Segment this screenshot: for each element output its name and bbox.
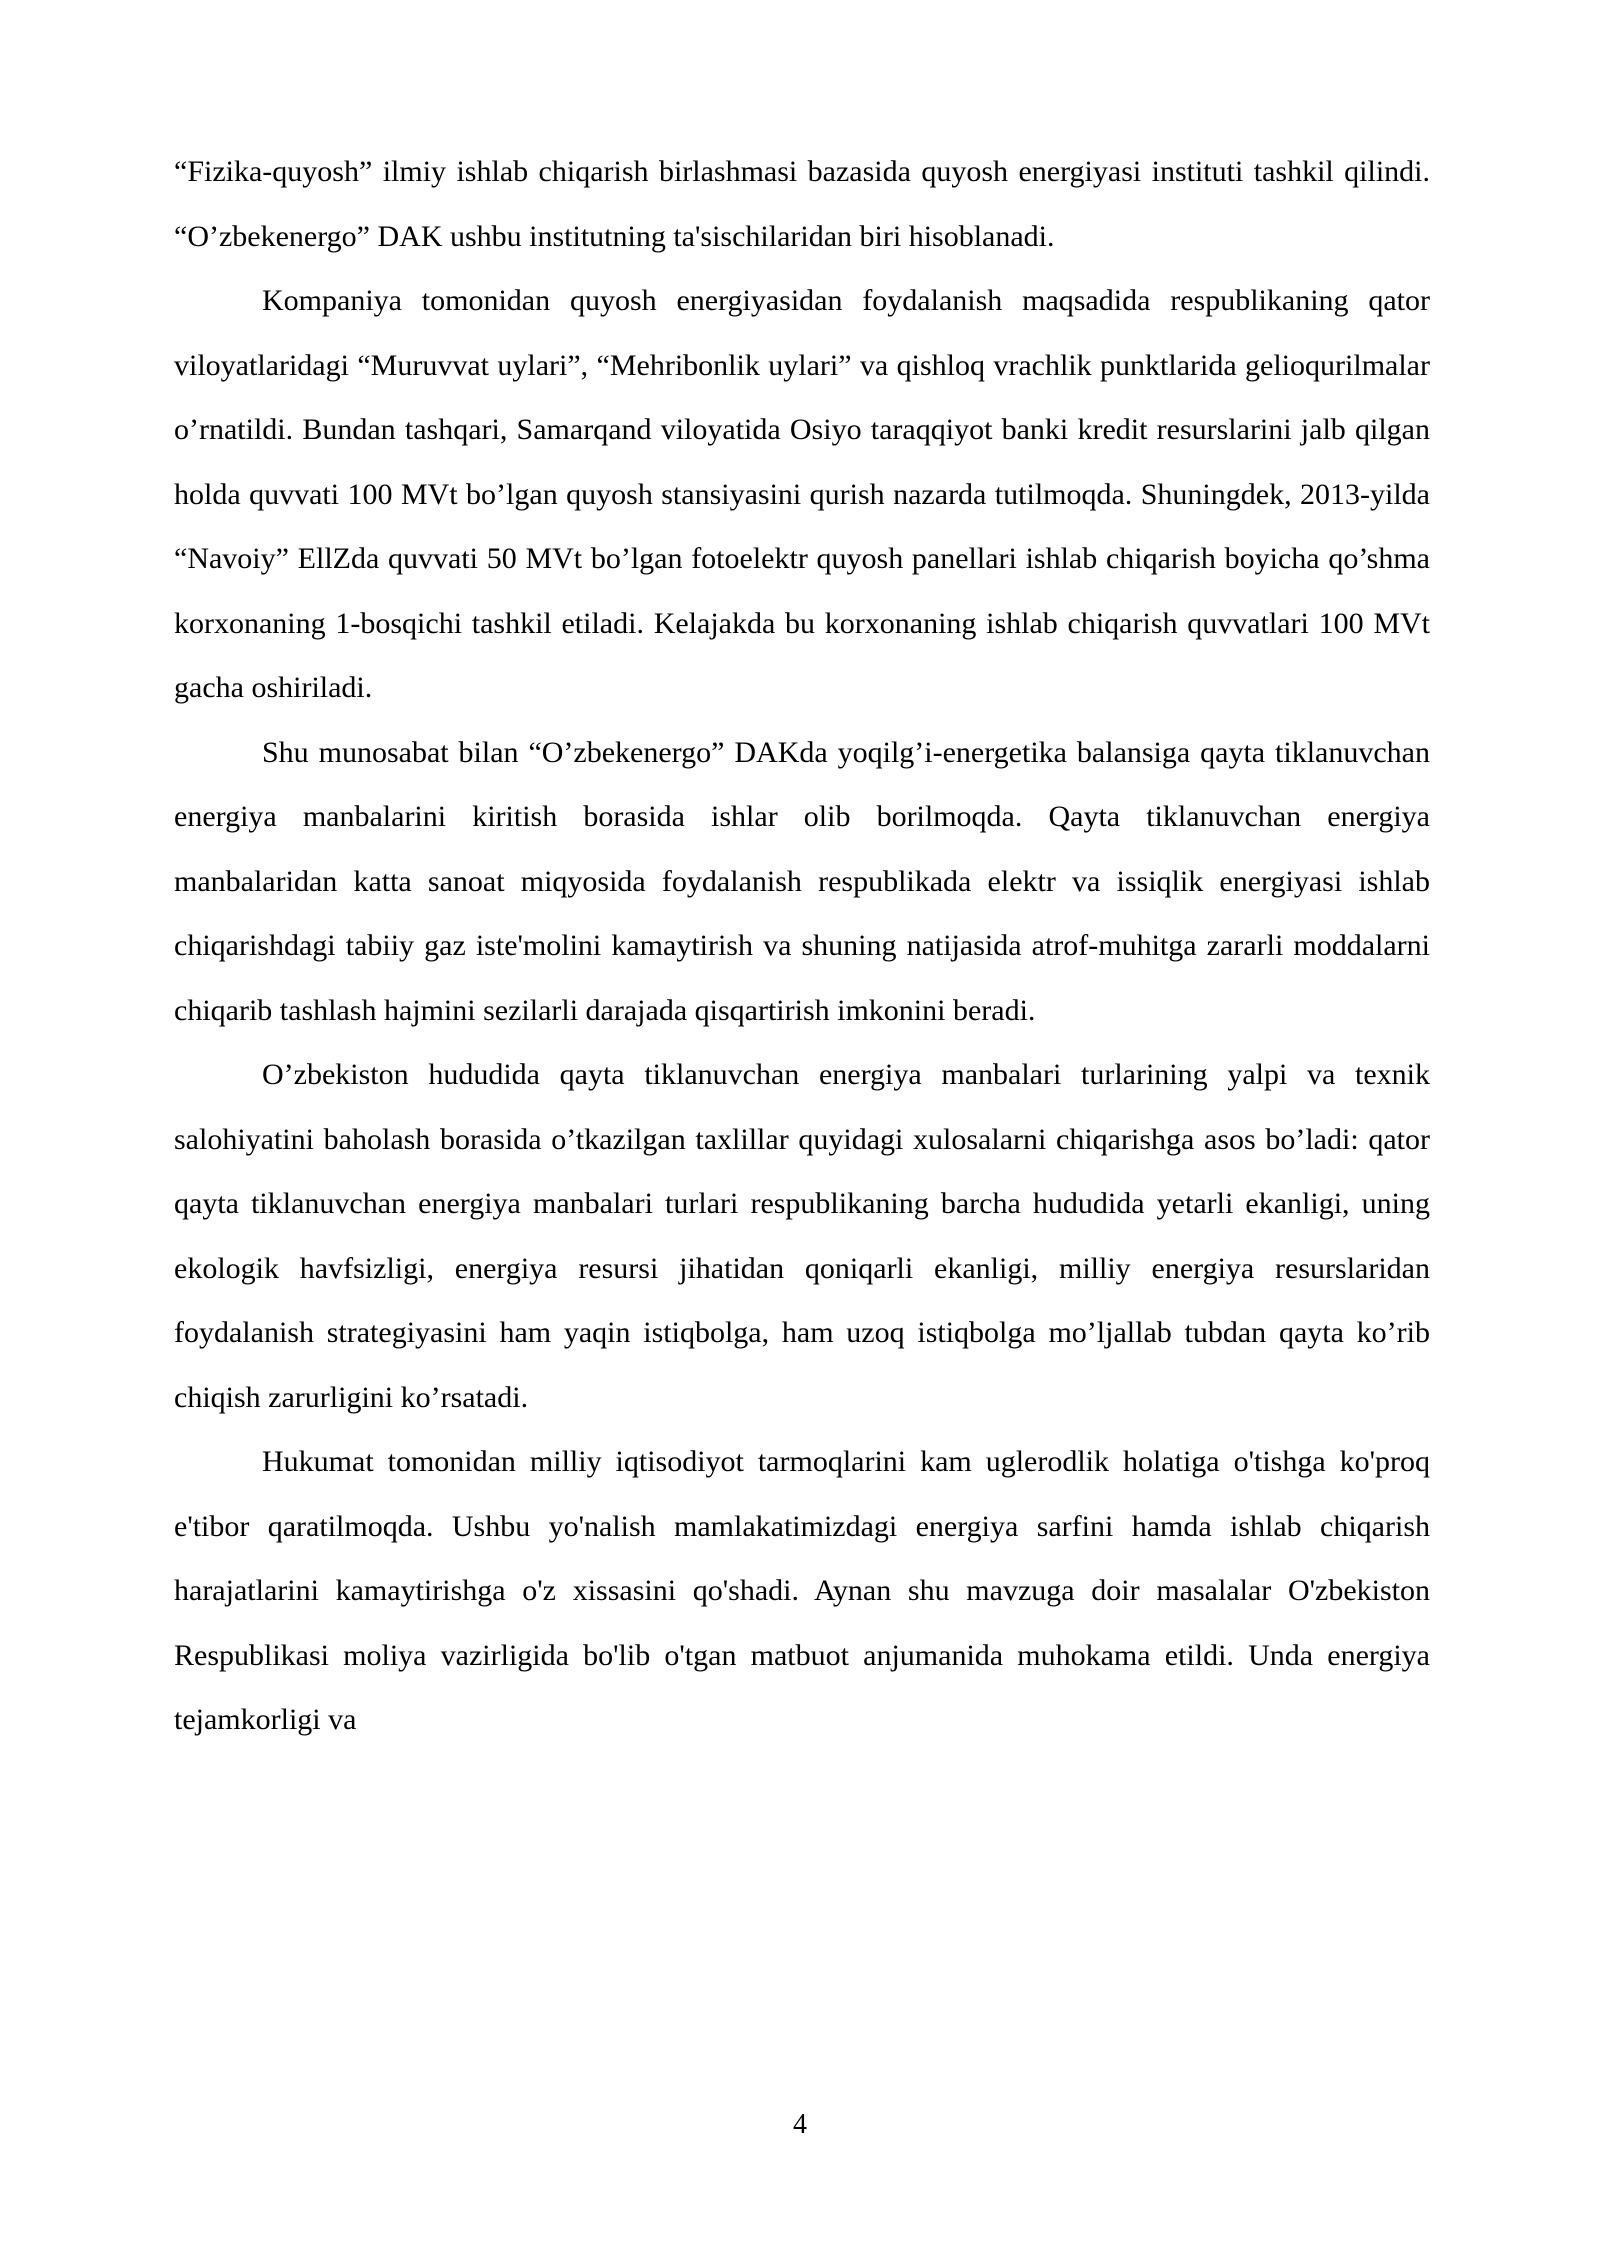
- page-body: [174, 140, 1430, 1753]
- paragraph-institute: “Fizika-quyosh” ilmiy ishlab chiqarish birlashmasi bazasida quyosh energiyasi instituti tashkil qilindi. “O’zbekenergo” DAK ushbu institutning ta'sischilaridan biri hisoblanadi.: [174, 155, 1430, 253]
- page-number: 4: [793, 2109, 807, 2140]
- paragraph-renewable-balance: Shu munosabat bilan “O’zbekenergo” DAKda yoqilg’i-energetika balansiga qayta tiklanuvchan energiya manbalarini kiritish borasida ishlar olib borilmoqda. Qayta tiklanuvchan energiya manbalaridan katta sanoat miqyosida foydalanish respublikada elektr va issiqlik energiyasi ishlab chiqarishdagi tabiiy gaz iste'molini kamaytirish va shuning natijasida atrof-muhitga zararli moddalarni chiqarib tashlash hajmini sezilarli darajada qisqartirish imkonini beradi.: [174, 735, 1430, 1027]
- paragraph-solar-installations: Kompaniya tomonidan quyosh energiyasidan foydalanish maqsadida respublikaning qator viloyatlaridagi “Muruvvat uylari”, “Mehribonlik uylari” va qishloq vrachlik punktlarida gelioqurilmalar o’rnatildi. Bundan tashqari, Samarqand viloyatida Osiyo taraqqiyot banki kredit resurslarini jalb qilgan holda quvvati 100 MVt bo’lgan quyosh stansiyasini qurish nazarda tutilmoqda. Shuningdek, 2013-yilda “Navoiy” EllZda quvvati 50 MVt bo’lgan fotoelektr quyosh panellari ishlab chiqarish boyicha qo’shma korxonaning 1-bosqichi tashkil etiladi. Kelajakda bu korxonaning ishlab chiqarish quvvatlari 100 MVt gacha oshiriladi.: [174, 284, 1430, 704]
- paragraph-potential-assessment: O’zbekiston hududida qayta tiklanuvchan energiya manbalari turlarining yalpi va texnik salohiyatini baholash borasida o’tkazilgan taxlillar quyidagi xulosalarni chiqarishga asos bo’ladi: qator qayta tiklanuvchan energiya manbalari turlari respublikaning barcha hududida yetarli ekanligi, uning ekologik havfsizligi, energiya resursi jihatidan qoniqarli ekanligi, milliy energiya resurslaridan foydalanish strategiyasini ham yaqin istiqbolga, ham uzoq istiqbolga mo’ljallab tubdan qayta ko’rib chiqish zarurligini ko’rsatadi.: [174, 1058, 1430, 1414]
- paragraph-low-carbon: Hukumat tomonidan milliy iqtisodiyot tarmoqlarini kam uglerodlik holatiga o'tishga ko'proq e'tibor qaratilmoqda. Ushbu yo'nalish mamlakatimizdagi energiya sarfini hamda ishlab chiqarish harajatlarini kamaytirishga o'z xissasini qo'shadi. Aynan shu mavzuga doir masalalar O'zbekiston Respublikasi moliya vazirligida bo'lib o'tgan matbuot anjumanida muhokama etildi. Unda energiya tejamkorligi va: [174, 1445, 1430, 1736]
